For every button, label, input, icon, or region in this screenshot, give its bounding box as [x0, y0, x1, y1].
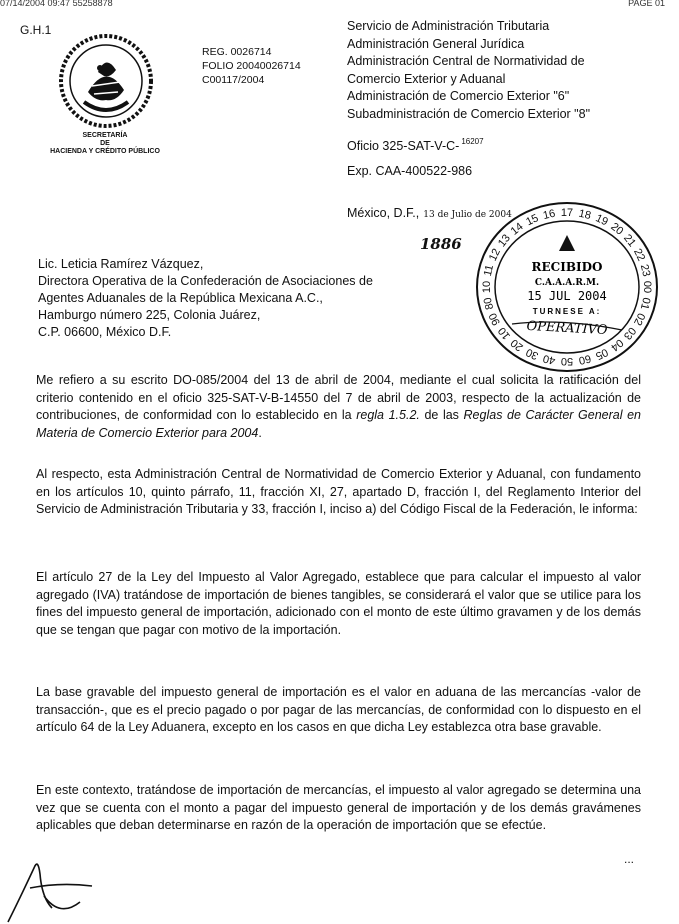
stamp-ring-number: 17 [560, 207, 574, 219]
secretaria-line2: DE [100, 140, 110, 147]
handwritten-number: 1886 [420, 235, 462, 253]
stamp-ring-number: 90 [486, 310, 503, 328]
stamp-ring-number: 01 [637, 296, 653, 311]
stamp-ring-number: 80 [481, 296, 497, 311]
paragraph-2: Al respecto, esta Administración Central de Normatividad de Comercio Exterior y Aduanal, con fundamento en los artículos 10, quinto párrafo, 11, fracción XI, 27, apartado D, fracción I, del Reglamento Interior del Servicio de Administración Tributaria y 33, fracción I, inciso a) del Código Fiscal de la Federación, le informa: [36, 467, 641, 516]
paragraph-1 [36, 372, 641, 442]
stamp-ring-number: 30 [524, 345, 541, 362]
paragraph-1-text: Me refiero a su escrito DO-085/2004 del 13 de abril de 2004, mediante el cual solicita la ratificación del criterio contenido en el oficio 325-SAT-V-B-14550 del 7 de abril de 2003, respecto de la actualización de contribuciones, de conformidad con lo establecido en la [36, 373, 641, 422]
stamp-ring-number: 23 [637, 263, 653, 278]
stamp-date: 15 JUL 2004 [527, 289, 607, 303]
stamp-ring-number: 22 [631, 246, 648, 264]
continuation-marker: ... [624, 852, 635, 866]
stamp-ring-number: 05 [593, 345, 610, 362]
oficio-handwritten-number: 16207 [461, 137, 484, 146]
institution-header [347, 18, 590, 123]
stamp-ring-number: 02 [631, 310, 648, 328]
paragraph-1-mid: de las [419, 408, 464, 422]
paragraph-3: El artículo 27 de la Ley del Impuesto al Valor Agregado, establece que para calcular el impuesto al valor agregado (IVA) tratándose de importación de bienes tangibles, se considerará el valor que se utilice para los fines del impuesto general de importación, adicionado con el monto de este último gravamen y de los demás que se tengan que pagar con motivo de la importación. [36, 570, 641, 637]
paragraph-1-end: . [258, 425, 262, 440]
stamp-ring-number: 14 [508, 220, 526, 238]
folio-number: FOLIO 20040026714 [202, 60, 301, 72]
oficio-label: Oficio 325-SAT-V-C- [347, 139, 460, 153]
stamp-handwritten-area: OPERATIVO [526, 318, 608, 339]
institution-line: Administración Central de Normatividad de [347, 54, 585, 68]
stamp-ring-number: 20 [608, 220, 626, 238]
fax-header-left: 07/14/2004 09:47 55258878 [0, 0, 113, 6]
paragraph-5: En este contexto, tratándose de importación de mercancías, el impuesto al valor agregado se determina una vez que se cuenta con el monto a pagar del impuesto general de importación y de los demás gravámenes aplicables que deban determinarse en razón de la operación de importación que se efectúe. [36, 783, 641, 832]
gh-label: G.H.1 [20, 23, 52, 37]
addressee-line: C.P. 06600, México D.F. [38, 325, 172, 339]
stamp-ring-number: 13 [495, 232, 513, 250]
reference-block [202, 45, 301, 87]
stamp-ring-number: 15 [524, 212, 541, 229]
code-number: C00117/2004 [202, 74, 265, 86]
oficio-number [347, 137, 484, 153]
date-handwritten: 13 de Julio de 2004 [423, 210, 512, 220]
fax-header-right: PAGE 01 [628, 0, 665, 6]
stamp-ring-number: 12 [486, 246, 503, 264]
regla-reference: regla 1.5.2. [356, 408, 420, 422]
stamp-org: C.A.A.A.R.M. [534, 278, 600, 288]
paragraph-4: La base gravable del impuesto general de importación es el valor en aduana de las mercancías -valor de transacción-, que es el precio pagado o por pagar de las mercancías, de conformidad con lo dispuesto en el artículo 64 de la Ley Aduanera, excepto en los casos en que dicha Ley establezca otra base gravable. [36, 685, 641, 734]
stamp-ring-number: 40 [541, 351, 557, 367]
coat-of-arms-seal [58, 32, 154, 130]
institution-line: Comercio Exterior y Aduanal [347, 71, 506, 86]
stamp-ring-number: 00 [641, 280, 653, 294]
addressee-line: Hamburgo número 225, Colonia Juárez, [38, 308, 261, 322]
addressee-line: Agentes Aduanales de la República Mexicana A.C., [38, 291, 323, 305]
stamp-ring-number: 10 [495, 324, 513, 342]
institution-line: Administración General Jurídica [347, 36, 525, 51]
stamp-ring-number: 60 [577, 351, 593, 367]
secretaria-label [30, 132, 180, 156]
fax-header [0, 0, 679, 6]
expediente: Exp. CAA-400522-986 [347, 164, 473, 178]
reg-number: REG. 0026714 [202, 46, 272, 58]
signature [0, 848, 100, 924]
stamp-ring-number: 21 [621, 232, 639, 250]
stamp-ring-number: 03 [621, 324, 639, 342]
addressee-block [38, 256, 373, 341]
stamp-title: RECIBIDO [531, 260, 603, 274]
secretaria-line1: SECRETARÍA [82, 132, 128, 139]
stamp-ring-number: 19 [593, 212, 610, 229]
stamp-turnese: TURNESE A: [532, 307, 602, 316]
institution-line: Subadministración de Comercio Exterior "8" [347, 106, 591, 121]
stamp-ring-number: 11 [481, 263, 497, 278]
date-place: México, D.F., [347, 206, 420, 220]
received-stamp [472, 198, 662, 376]
stamp-ring-number: 04 [608, 336, 626, 354]
institution-line: Servicio de Administración Tributaria [347, 19, 550, 33]
stamp-ring-number: 10 [481, 280, 493, 294]
stamp-ring-number: 18 [577, 207, 593, 223]
stamp-ring-number: 50 [560, 355, 574, 367]
triangle-icon [559, 235, 575, 251]
secretaria-line3: HACIENDA Y CRÉDITO PÚBLICO [50, 148, 160, 155]
reglas-title: Reglas de Carácter General en Materia de Comercio Exterior para 2004 [36, 408, 641, 440]
addressee-line: Lic. Leticia Ramírez Vázquez, [38, 257, 204, 271]
addressee-line: Directora Operativa de la Confederación de Asociaciones de [38, 274, 373, 288]
stamp-ring-number: 16 [541, 207, 557, 223]
institution-line: Administración de Comercio Exterior "6" [347, 89, 570, 103]
stamp-ring-number: 20 [508, 336, 526, 354]
